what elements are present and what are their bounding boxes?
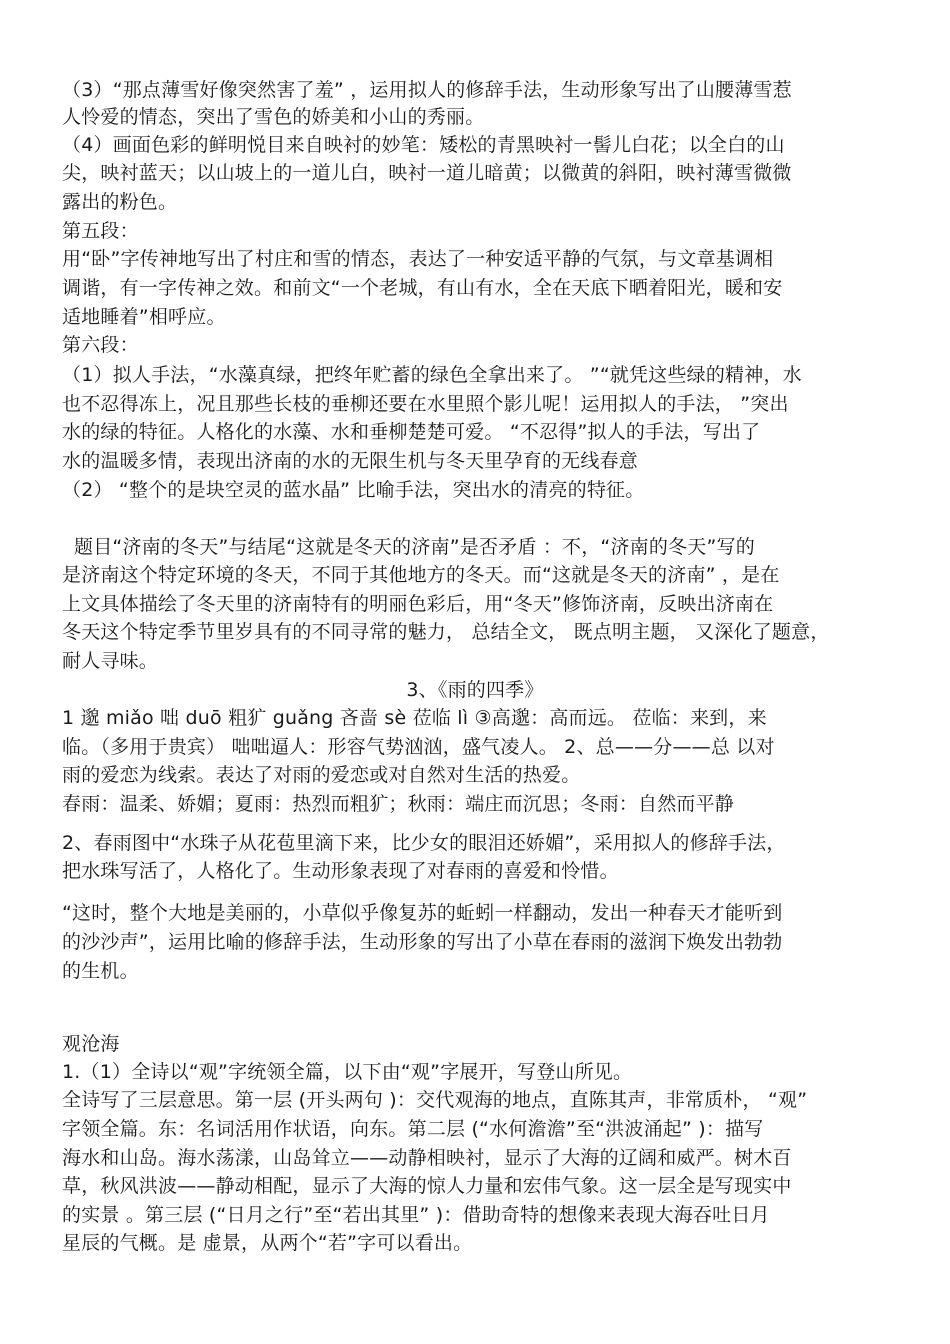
text-line: 冬天这个特定季节里岁具有的不同寻常的魅力， 总结全文， 既点明主题， 又深化了题意， — [62, 621, 830, 643]
text-line: 的实景 。第三层 (“日月之行”至“若出其里” )：借助奇特的想像来表现大海吞吐日月 — [62, 1204, 770, 1226]
text-line: 1.（1）全诗以“观”字统领全篇，以下由“观”字展开，写登山所见。 — [62, 1061, 633, 1083]
text-line: 字领全篇。东：名词活用作状语，向东。第二层 (“水何澹澹”至“洪波涌起” )：描写 — [62, 1118, 764, 1140]
text-line: 用“卧”字传神地写出了村庄和雪的情态，表达了一种安适平静的气氛，与文章基调相 — [62, 248, 774, 270]
text-line: 人怜爱的情态，突出了雪色的娇美和小山的秀丽。 — [62, 106, 485, 128]
text-line: “这时，整个大地是美丽的，小草似乎像复苏的蚯蚓一样翻动，发出一种春天才能听到 — [62, 902, 783, 924]
text-line: 2、春雨图中“水珠子从花苞里滴下来，比少女的眼泪还娇媚”，采用拟人的修辞手法， — [62, 832, 786, 854]
text-line: （3）“那点薄雪好像突然害了羞” ，运用拟人的修辞手法，生动形象写出了山腰薄雪惹 — [62, 79, 792, 101]
text-line: 星辰的气概。是 虚景，从两个“若”字可以看出。 — [62, 1232, 473, 1254]
text-line: 雨的爱恋为线索。表达了对雨的爱恋或对自然对生活的热爱。 — [62, 764, 581, 786]
text-line: 耐人寻味。 — [62, 650, 159, 672]
section-title: 3、《雨的四季》 — [406, 679, 544, 701]
text-line: 临。（多用于贵宾） 咄咄逼人：形容气势汹汹，盛气凌人。 2、总——分——总 以对 — [62, 736, 775, 758]
text-line: 题目“济南的冬天”与结尾“这就是冬天的济南”是否矛盾 ：不，“济南的冬天”写的 — [74, 536, 755, 558]
text-line: （1）拟人手法，“水藻真绿，把终年贮蓄的绿色全拿出来了。 ”“就凭这些绿的精神，水 — [62, 364, 802, 386]
text-line: 水的温暖多情，表现出济南的水的无限生机与冬天里孕育的无线春意 — [62, 450, 639, 472]
section-heading: 第五段： — [62, 220, 139, 242]
text-line: 海水和山岛。海水荡漾，山岛耸立——动静相映衬，显示了大海的辽阔和威严。树木百 — [62, 1147, 792, 1169]
text-line: 适地睡着”相呼应。 — [62, 306, 226, 328]
text-line: 露出的粉色。 — [62, 191, 178, 213]
text-line: 水的绿的特征。人格化的水藻、水和垂柳楚楚可爱。 “不忍得”拟人的手法，写出了 — [62, 421, 761, 443]
text-line: 尖，映衬蓝天；以山坡上的一道儿白，映衬一道儿暗黄；以微黄的斜阳，映衬薄雪微微 — [62, 162, 792, 184]
text-line: 的沙沙声”，运用比喻的修辞手法，生动形象的写出了小草在春雨的滋润下焕发出勃勃 — [62, 931, 783, 953]
text-line: 上文具体描绘了冬天里的济南特有的明丽色彩后，用“冬天”修饰济南，反映出济南在 — [62, 593, 774, 615]
text-line: 草，秋风洪波——静动相配，显示了大海的惊人力量和宏伟气象。这一层全是写现实中 — [62, 1175, 792, 1197]
text-line: 1 邈 miǎo 咄 duō 粗犷 guǎng 吝啬 sè 莅临 lì ③高邈：高而远。 莅临：来到，来 — [62, 707, 767, 729]
section-heading: 观沧海 — [62, 1033, 120, 1055]
section-heading: 第六段： — [62, 334, 139, 356]
text-line: 全诗写了三层意思。第一层 (开头两句 )：交代观海的地点，直陈其声，非常质朴， “观” — [62, 1089, 808, 1111]
text-line: 把水珠写活了，人格化了。生动形象表现了对春雨的喜爱和怜惜。 — [62, 860, 619, 882]
text-line: 的生机。 — [62, 960, 139, 982]
text-line: （4）画面色彩的鲜明悦目来自映衬的妙笔：矮松的青黑映衬一髻儿白花；以全白的山 — [62, 134, 785, 156]
text-line: （2） “整个的是块空灵的蓝水晶” 比喻手法，突出水的清亮的特征。 — [62, 479, 645, 501]
text-line: 春雨：温柔、娇媚；夏雨：热烈而粗犷；秋雨：端庄而沉思；冬雨：自然而平静 — [62, 793, 735, 815]
text-line: 调谐，有一字传神之效。和前文“一个老城，有山有水，全在天底下晒着阳光，暖和安 — [62, 277, 783, 299]
text-line: 也不忍得冻上，况且那些长枝的垂柳还要在水里照个影儿呢！运用拟人的手法， ”突出 — [62, 393, 789, 415]
text-line: 是济南这个特定环境的冬天，不同于其他地方的冬天。而“这就是冬天的济南” ，是在 — [62, 564, 780, 586]
